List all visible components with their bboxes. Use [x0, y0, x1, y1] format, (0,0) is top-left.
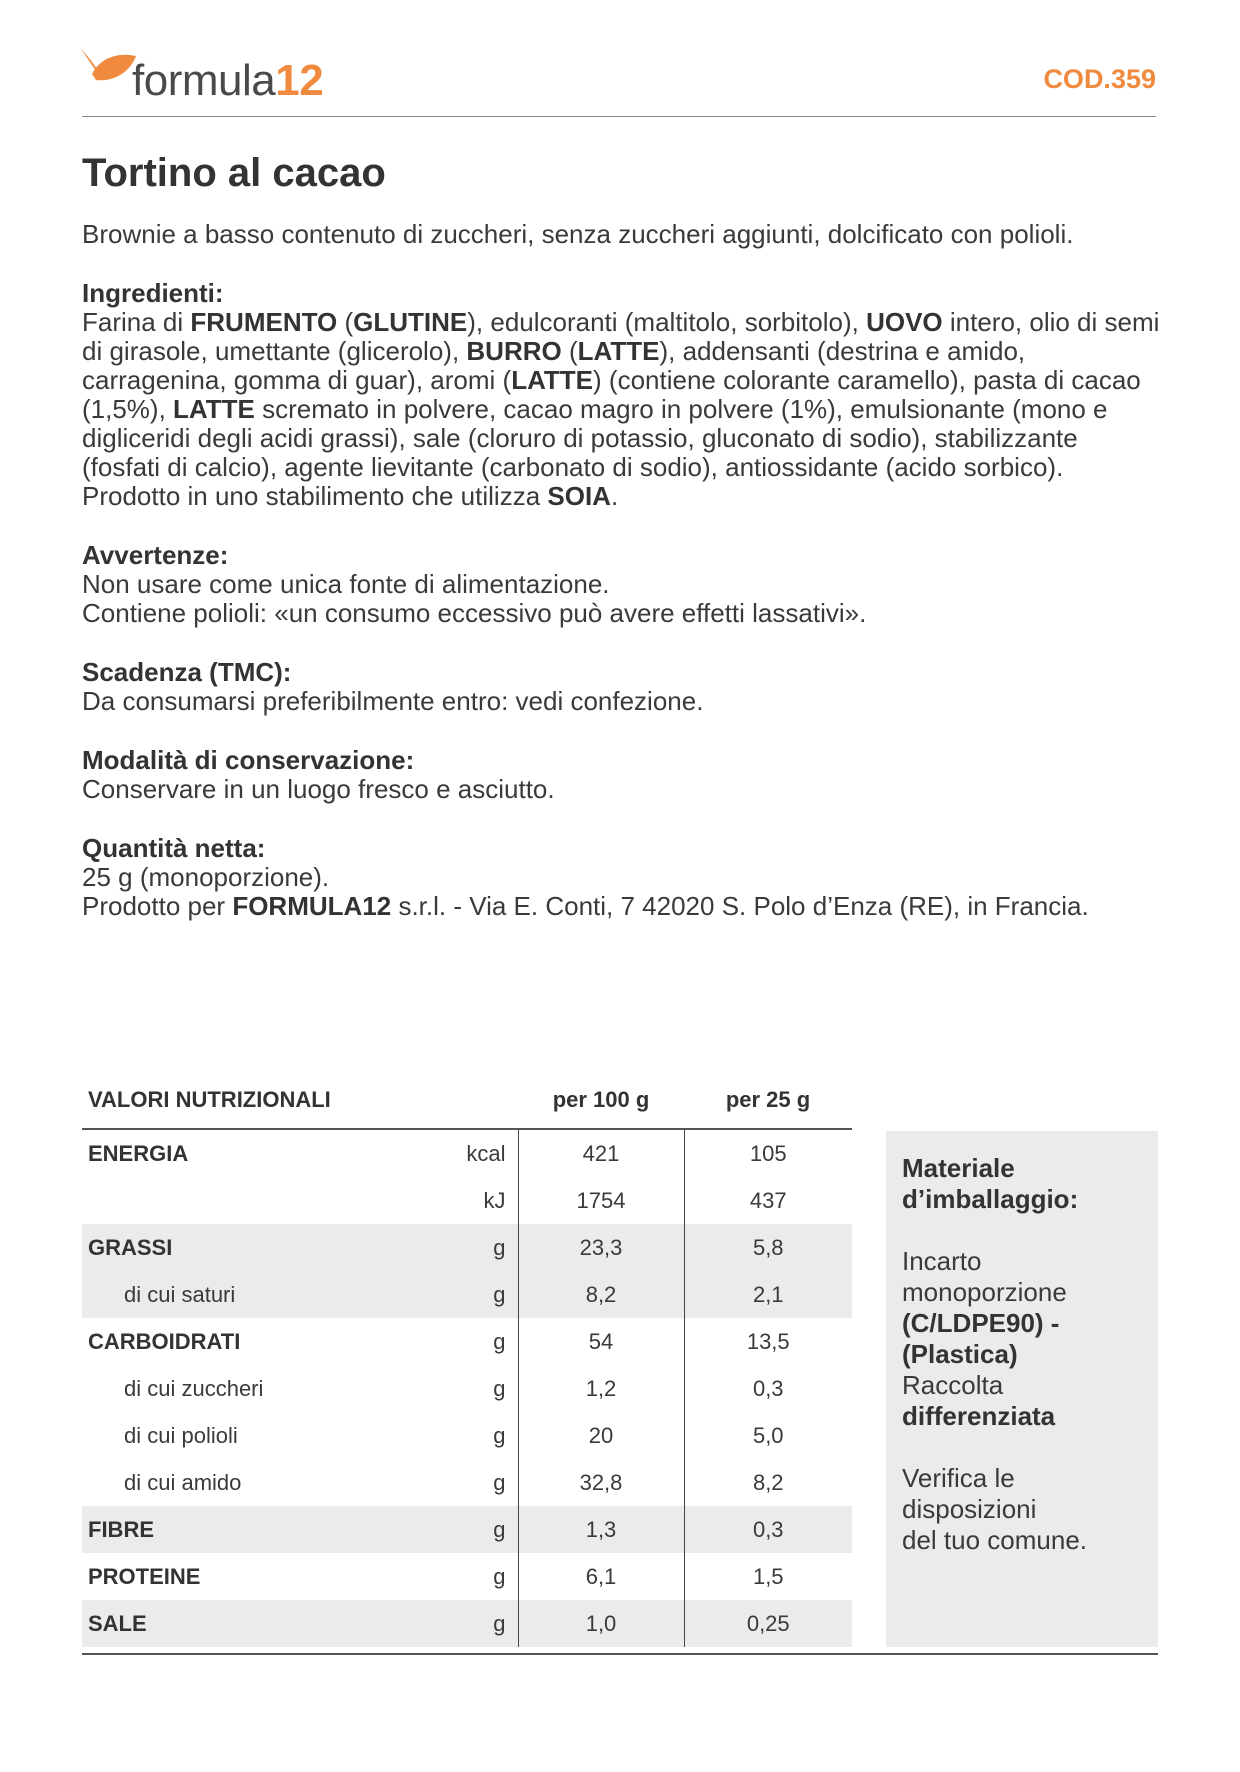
value-per-100g: 54 — [518, 1318, 684, 1365]
packaging-title: d’imballaggio: — [902, 1184, 1079, 1214]
brand-text: formula — [132, 56, 276, 105]
allergen: LATTE — [173, 394, 255, 424]
warnings-title: Avvertenze: — [82, 540, 229, 570]
packaging-note: disposizioni — [902, 1494, 1037, 1524]
ingredients-part: ), edulcoranti (maltitolo, sorbitolo), — [467, 307, 867, 337]
column-header-per-25g: per 25 g — [725, 1087, 811, 1112]
packaging-title: Materiale — [902, 1153, 1015, 1183]
table-row — [82, 1224, 852, 1271]
packaging-material-code: (C/LDPE90) - — [902, 1308, 1060, 1338]
packaging-line: differenziata — [902, 1401, 1056, 1431]
ingredients-part: ) (contiene colorante caramello), pasta di cacao (1,5%), — [82, 365, 1141, 424]
storage-title: Modalità di conservazione: — [82, 745, 415, 775]
table-row — [82, 1412, 852, 1459]
nutrition-header: VALORI NUTRIZIONALI — [88, 1087, 331, 1112]
table-row — [82, 1365, 852, 1412]
packaging-line: Incarto — [902, 1246, 982, 1276]
bottom-divider — [82, 1653, 1158, 1655]
nutrient-unit: g — [412, 1224, 518, 1271]
warnings-section — [82, 541, 1162, 628]
value-per-100g: 1,2 — [518, 1365, 684, 1412]
producer-prefix: Prodotto per — [82, 891, 233, 921]
table-row — [82, 1129, 852, 1177]
table-row — [82, 1271, 852, 1318]
allergen: SOIA — [547, 481, 611, 511]
value-per-100g: 20 — [518, 1412, 684, 1459]
value-per-25g: 13,5 — [746, 1328, 790, 1354]
nutrient-name: CARBOIDRATI — [88, 1328, 241, 1354]
nutrient-unit: g — [412, 1365, 518, 1412]
ingredients-part: ( — [561, 336, 578, 366]
quantity-text: 25 g (monoporzione). — [82, 862, 330, 892]
nutrient-name: SALE — [82, 1600, 412, 1647]
value-per-25g: 0,3 — [684, 1506, 852, 1553]
product-description: Brownie a basso contenuto di zuccheri, senza zuccheri aggiunti, dolcificato con polioli. — [82, 219, 1074, 249]
nutrition-table — [82, 1078, 852, 1647]
value-per-100g: 32,8 — [518, 1459, 684, 1506]
value-per-100g: 421 — [518, 1129, 684, 1177]
packaging-note: Verifica le — [902, 1463, 1015, 1493]
allergen: BURRO — [466, 336, 562, 366]
warning-line: Non usare come unica fonte di alimentazione. — [82, 569, 610, 599]
value-per-25g: 0,25 — [684, 1600, 852, 1647]
value-per-100g: 23,3 — [518, 1224, 684, 1271]
ingredients-section — [82, 279, 1162, 511]
quantity-section — [82, 834, 1162, 892]
nutrient-unit: kJ — [412, 1177, 518, 1224]
nutrient-name: di cui saturi — [82, 1271, 412, 1318]
value-per-25g: 105 — [749, 1140, 787, 1166]
quantity-title: Quantità netta: — [82, 833, 266, 863]
packaging-material-type: (Plastica) — [902, 1339, 1018, 1369]
ingredients-title: Ingredienti: — [82, 278, 224, 308]
allergen: LATTE — [577, 336, 660, 366]
value-per-25g: 5,0 — [752, 1422, 784, 1448]
table-row — [82, 1177, 852, 1224]
producer-address: s.r.l. - Via E. Conti, 7 42020 S. Polo d’Enza (RE), in Francia. — [391, 891, 1089, 921]
allergen: GLUTINE — [353, 307, 468, 337]
ingredients-part: Farina di — [82, 307, 191, 337]
column-header-per-100g: per 100 g — [552, 1087, 650, 1112]
nutrient-unit: g — [412, 1412, 518, 1459]
nutrient-unit: g — [412, 1318, 518, 1365]
value-per-100g: 1,0 — [518, 1600, 684, 1647]
producer-brand: FORMULA12 — [232, 891, 392, 921]
product-info — [82, 140, 1162, 921]
nutrient-name: di cui amido — [124, 1469, 242, 1495]
product-code: COD.359 — [1043, 64, 1156, 94]
table-row — [82, 1600, 852, 1647]
brand-number: 12 — [275, 56, 324, 105]
nutrient-unit: kcal — [412, 1129, 518, 1177]
expiry-section — [82, 658, 1162, 716]
packaging-note: del tuo comune. — [902, 1525, 1088, 1555]
value-per-25g: 8,2 — [752, 1469, 784, 1495]
allergen: LATTE — [511, 365, 594, 395]
ingredients-part: ), addensanti (destrina e amido, carragenina, gomma di guar), aromi ( — [82, 336, 1026, 395]
expiry-text: Da consumarsi preferibilmente entro: vedi confezione. — [82, 686, 704, 716]
table-row — [82, 1506, 852, 1553]
producer-info — [82, 892, 1162, 921]
ingredients-part: scremato in polvere, cacao magro in polvere (1%), emulsionante (mono e digliceridi degli acidi grassi), sale (cloruro di potassio, gluconato di sodio), stabilizzante (fosfati di calcio), agente lievitante (carbonato di sodio), antiossidante (acido sorbico). Prodotto in uno stabilimento che utilizza — [82, 394, 1108, 511]
nutrient-unit: g — [412, 1553, 518, 1600]
product-title: Tortino al cacao — [82, 151, 386, 195]
nutrient-unit: g — [412, 1506, 518, 1553]
nutrient-name: PROTEINE — [88, 1563, 201, 1589]
allergen: FRUMENTO — [190, 307, 338, 337]
ingredients-text — [82, 308, 1162, 511]
table-row — [82, 1459, 852, 1506]
nutrient-name: di cui polioli — [124, 1422, 238, 1448]
nutrient-unit: g — [412, 1271, 518, 1318]
ingredients-part: . — [610, 481, 619, 511]
value-per-100g: 1,3 — [518, 1506, 684, 1553]
warning-line: Contiene polioli: «un consumo eccessivo può avere effetti lassativi». — [82, 598, 867, 628]
value-per-25g: 1,5 — [752, 1563, 784, 1589]
brand-wordmark — [132, 56, 323, 106]
leaf-icon — [78, 44, 138, 104]
packaging-info-box — [886, 1131, 1158, 1647]
brand-logo — [78, 44, 338, 116]
value-per-100g: 6,1 — [518, 1553, 684, 1600]
value-per-100g: 8,2 — [518, 1271, 684, 1318]
header-divider — [82, 116, 1156, 117]
storage-text: Conservare in un luogo fresco e asciutto. — [82, 774, 555, 804]
nutrition-header-row — [82, 1078, 852, 1129]
ingredients-part: ( — [337, 307, 354, 337]
nutrient-unit: g — [412, 1459, 518, 1506]
allergen: UOVO — [866, 307, 943, 337]
nutrient-name — [82, 1177, 412, 1224]
storage-section — [82, 746, 1162, 804]
expiry-title: Scadenza (TMC): — [82, 657, 292, 687]
table-row — [82, 1553, 852, 1600]
packaging-line: Raccolta — [902, 1370, 1004, 1400]
nutrient-name: ENERGIA — [88, 1140, 189, 1166]
nutrient-name: FIBRE — [82, 1506, 412, 1553]
value-per-100g: 1754 — [518, 1177, 684, 1224]
ingredients-part: intero, olio di semi di girasole, umettante (glicerolo), — [82, 307, 1160, 366]
value-per-25g: 437 — [749, 1187, 787, 1213]
table-row — [82, 1318, 852, 1365]
value-per-25g: 2,1 — [684, 1271, 852, 1318]
packaging-line: monoporzione — [902, 1277, 1067, 1307]
value-per-25g: 5,8 — [684, 1224, 852, 1271]
nutrient-name: di cui zuccheri — [124, 1375, 264, 1401]
nutrient-unit: g — [412, 1600, 518, 1647]
value-per-25g: 0,3 — [752, 1375, 784, 1401]
nutrient-name: GRASSI — [82, 1224, 412, 1271]
